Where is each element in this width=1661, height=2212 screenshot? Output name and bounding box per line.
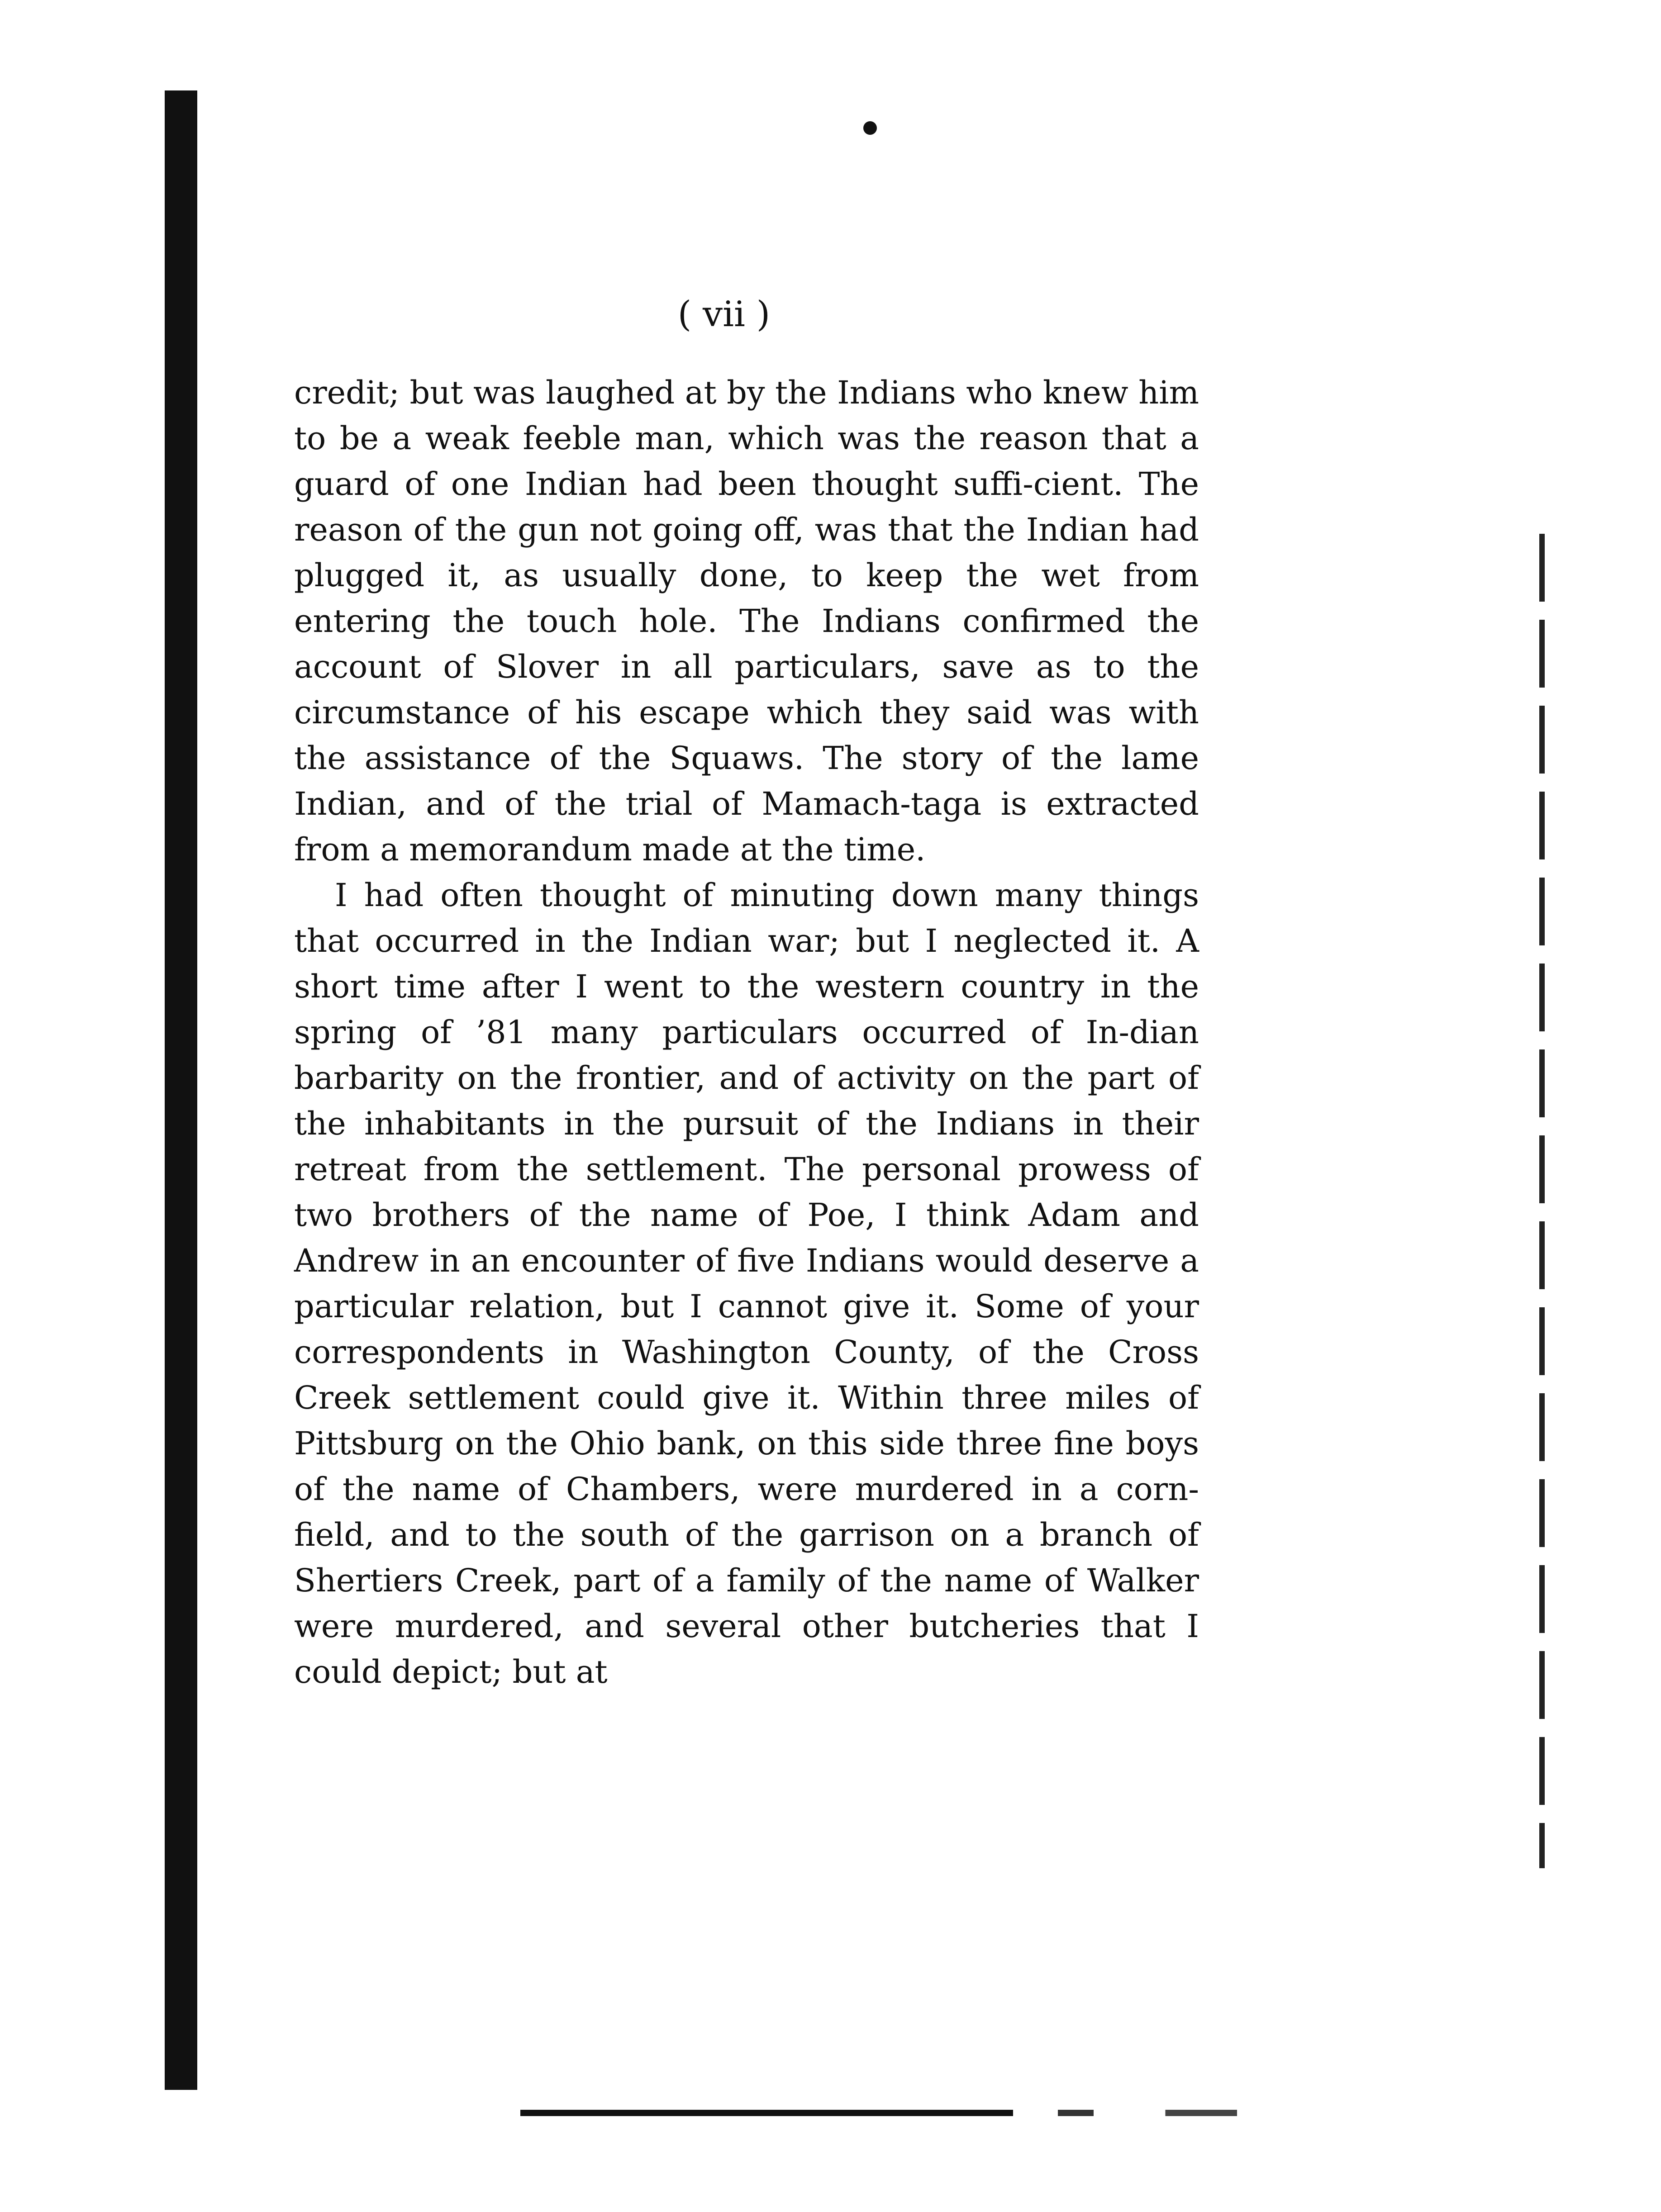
ink-blot [863, 121, 877, 135]
paragraph: I had often thought of minuting down many things that occurred in the Indian war; but I neglected it. A short time after I went to the western country in the spring of ’81 many particulars occurred of In-dian barbarity on the frontier, and of activity on the part of the inhabitants in the pursuit of the Indians in their retreat from the settlement. The personal prowess of two brothers of the name of Poe, I think Adam and Andrew in an encounter of five Indians would deserve a particular relation, but I cannot give it. Some of your correspondents in Washington County, of the Cross Creek settlement could give it. Within three miles of Pittsburg on the Ohio bank, on this side three fine boys of the name of Chambers, were murdered in a corn-field, and to the south of the garrison on a branch of Shertiers Creek, part of a family of the name of Walker were murdered, and several other butcheries that I could depict; but at [294, 877, 1199, 1690]
body-text [294, 370, 1199, 1695]
page-number: ( vii ) [677, 294, 771, 335]
paragraph: credit; but was laughed at by the Indians who knew him to be a weak feeble man, which was the reason that a guard of one Indian had been thought suffi-cient. The reason of the gun not going off, was that the Indian had plugged it, as usually done, to keep the wet from entering the touch hole. The Indians confirmed the account of Slover in all particulars, save as to the circumstance of his escape which they said was with the assistance of the Squaws. The story of the lame Indian, and of the trial of Mamach-taga is extracted from a memorandum made at the time. [294, 374, 1199, 868]
binding-shadow-left [165, 90, 197, 2090]
scan-edge-right [1539, 534, 1545, 1868]
scan-edge-bottom [520, 2110, 1416, 2116]
